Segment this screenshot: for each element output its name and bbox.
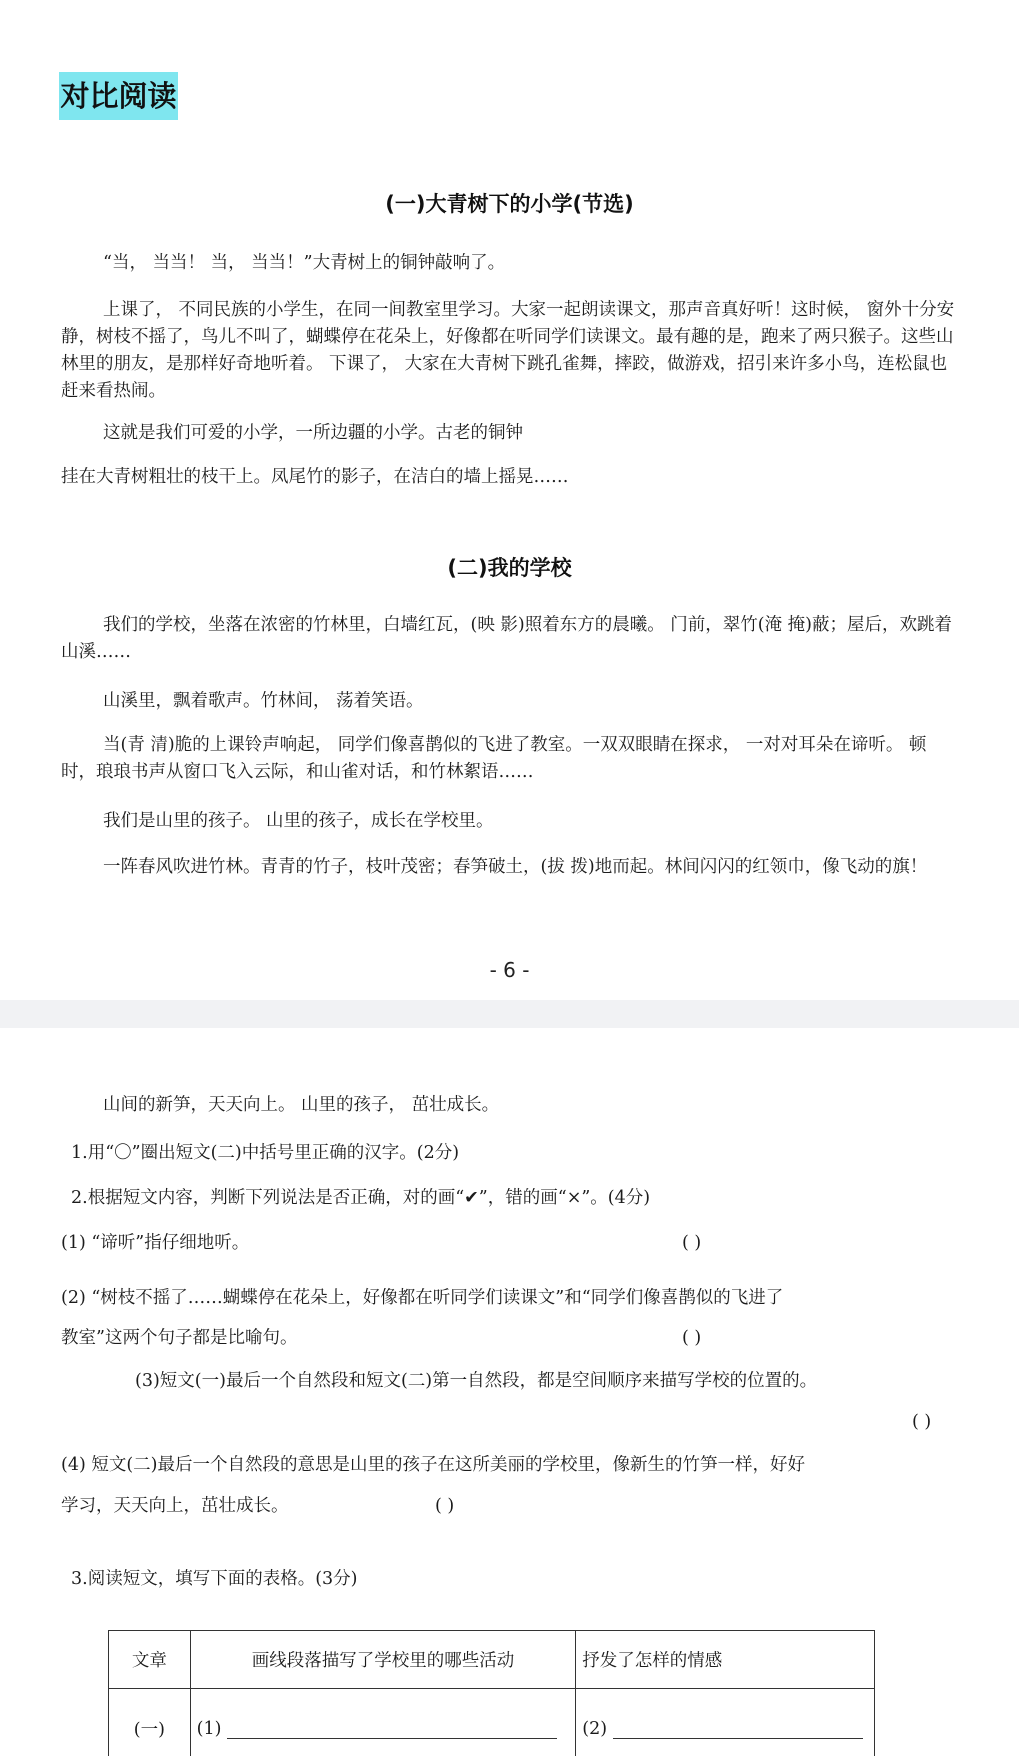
- passage2-continued: 山间的新笋，天天向上。 山里的孩子， 茁壮成长。: [103, 1095, 500, 1115]
- answer-parenthesis[interactable]: ( ): [912, 1412, 932, 1432]
- passage1-paragraph: “当， 当当！ 当， 当当！”大青树上的铜钟敲响了。: [103, 253, 506, 273]
- blank-number: (1): [196, 1718, 222, 1739]
- question-2: 2.根据短文内容，判断下列说法是否正确，对的画“✔”，错的画“×”。(4分): [71, 1188, 651, 1208]
- table-header: 文章: [109, 1631, 191, 1689]
- page-number: - 6 -: [489, 958, 530, 982]
- passage2-title: (二)我的学校: [447, 556, 572, 580]
- table-row: [109, 1689, 875, 1756]
- passage1-paragraph: 挂在大青树粗壮的枝干上。凤尾竹的影子，在洁白的墙上摇晃……: [61, 467, 569, 487]
- question-2-item-1: (1) “谛听”指仔细地听。: [61, 1233, 250, 1253]
- answer-parenthesis[interactable]: ( ): [435, 1496, 455, 1516]
- page-separator: [0, 1000, 1019, 1028]
- blank-number: (2): [582, 1718, 608, 1739]
- answer-cell[interactable]: [576, 1689, 875, 1756]
- passage1-title: (一)大青树下的小学(节选): [385, 192, 634, 216]
- passage1-paragraph: 上课了， 不同民族的小学生，在同一间教室里学习。大家一起朗读课文，那声音真好听！这时候， 窗外十分安静，树枝不摇了，鸟儿不叫了，蝴蝶停在花朵上，好像都在听同学们读课文。最有趣的是，跑来了两只猴子。这些山林里的朋友，是那样好奇地听着。 下课了， 大家在大青树下跳孔雀舞，摔跤，做游戏，招引来许多小鸟，连松鼠也赶来看热闹。: [61, 300, 955, 401]
- answer-table: [108, 1630, 875, 1756]
- question-2-item-2: (2) “树枝不摇了……蝴蝶停在花朵上，好像都在听同学们读课文”和“同学们像喜鹊似的飞进了: [61, 1288, 784, 1308]
- question-2-item-4: (4) 短文(二)最后一个自然段的意思是山里的孩子在这所美丽的学校里，像新生的竹笋一样，好好: [61, 1455, 806, 1475]
- passage2-paragraph: 一阵春风吹进竹林。青青的竹子，枝叶茂密；春笋破土，(拔 拨)地而起。林间闪闪的红领巾，像飞动的旗！: [103, 857, 928, 877]
- passage1-paragraph: 这就是我们可爱的小学，一所边疆的小学。古老的铜钟: [103, 423, 523, 443]
- table-header: 抒发了怎样的情感: [576, 1631, 875, 1689]
- section-tag: 对比阅读: [59, 72, 178, 120]
- table-row-label: (一): [109, 1689, 191, 1756]
- question-3: 3.阅读短文，填写下面的表格。(3分): [71, 1569, 358, 1589]
- answer-cell[interactable]: [190, 1689, 576, 1756]
- question-2-item-4-cont: 学习，天天向上，茁壮成长。: [61, 1496, 289, 1516]
- question-2-item-2-cont: 教室”这两个句子都是比喻句。: [61, 1328, 298, 1348]
- question-2-item-3: (3)短文(一)最后一个自然段和短文(二)第一自然段，都是空间顺序来描写学校的位置的。: [135, 1371, 818, 1391]
- answer-parenthesis[interactable]: ( ): [682, 1233, 702, 1253]
- answer-blank[interactable]: [227, 1719, 557, 1739]
- table-header: 画线段落描写了学校里的哪些活动: [190, 1631, 576, 1689]
- question-1: 1.用“〇”圈出短文(二)中括号里正确的汉字。(2分): [71, 1143, 460, 1163]
- passage2-paragraph: 我们的学校，坐落在浓密的竹林里，白墙红瓦，(映 影)照着东方的晨曦。 门前，翠竹(淹 掩)蔽；屋后，欢跳着山溪……: [61, 615, 952, 662]
- table-header-row: [109, 1631, 875, 1689]
- passage2-paragraph: 山溪里，飘着歌声。竹林间， 荡着笑语。: [103, 691, 424, 711]
- passage2-paragraph: 当(青 清)脆的上课铃声响起， 同学们像喜鹊似的飞进了教室。一双双眼睛在探求， 一对对耳朵在谛听。 顿时，琅琅书声从窗口飞入云际，和山雀对话，和竹林絮语……: [61, 735, 927, 782]
- answer-parenthesis[interactable]: ( ): [682, 1328, 702, 1348]
- passage2-paragraph: 我们是山里的孩子。 山里的孩子，成长在学校里。: [103, 811, 494, 831]
- answer-blank[interactable]: [613, 1719, 863, 1739]
